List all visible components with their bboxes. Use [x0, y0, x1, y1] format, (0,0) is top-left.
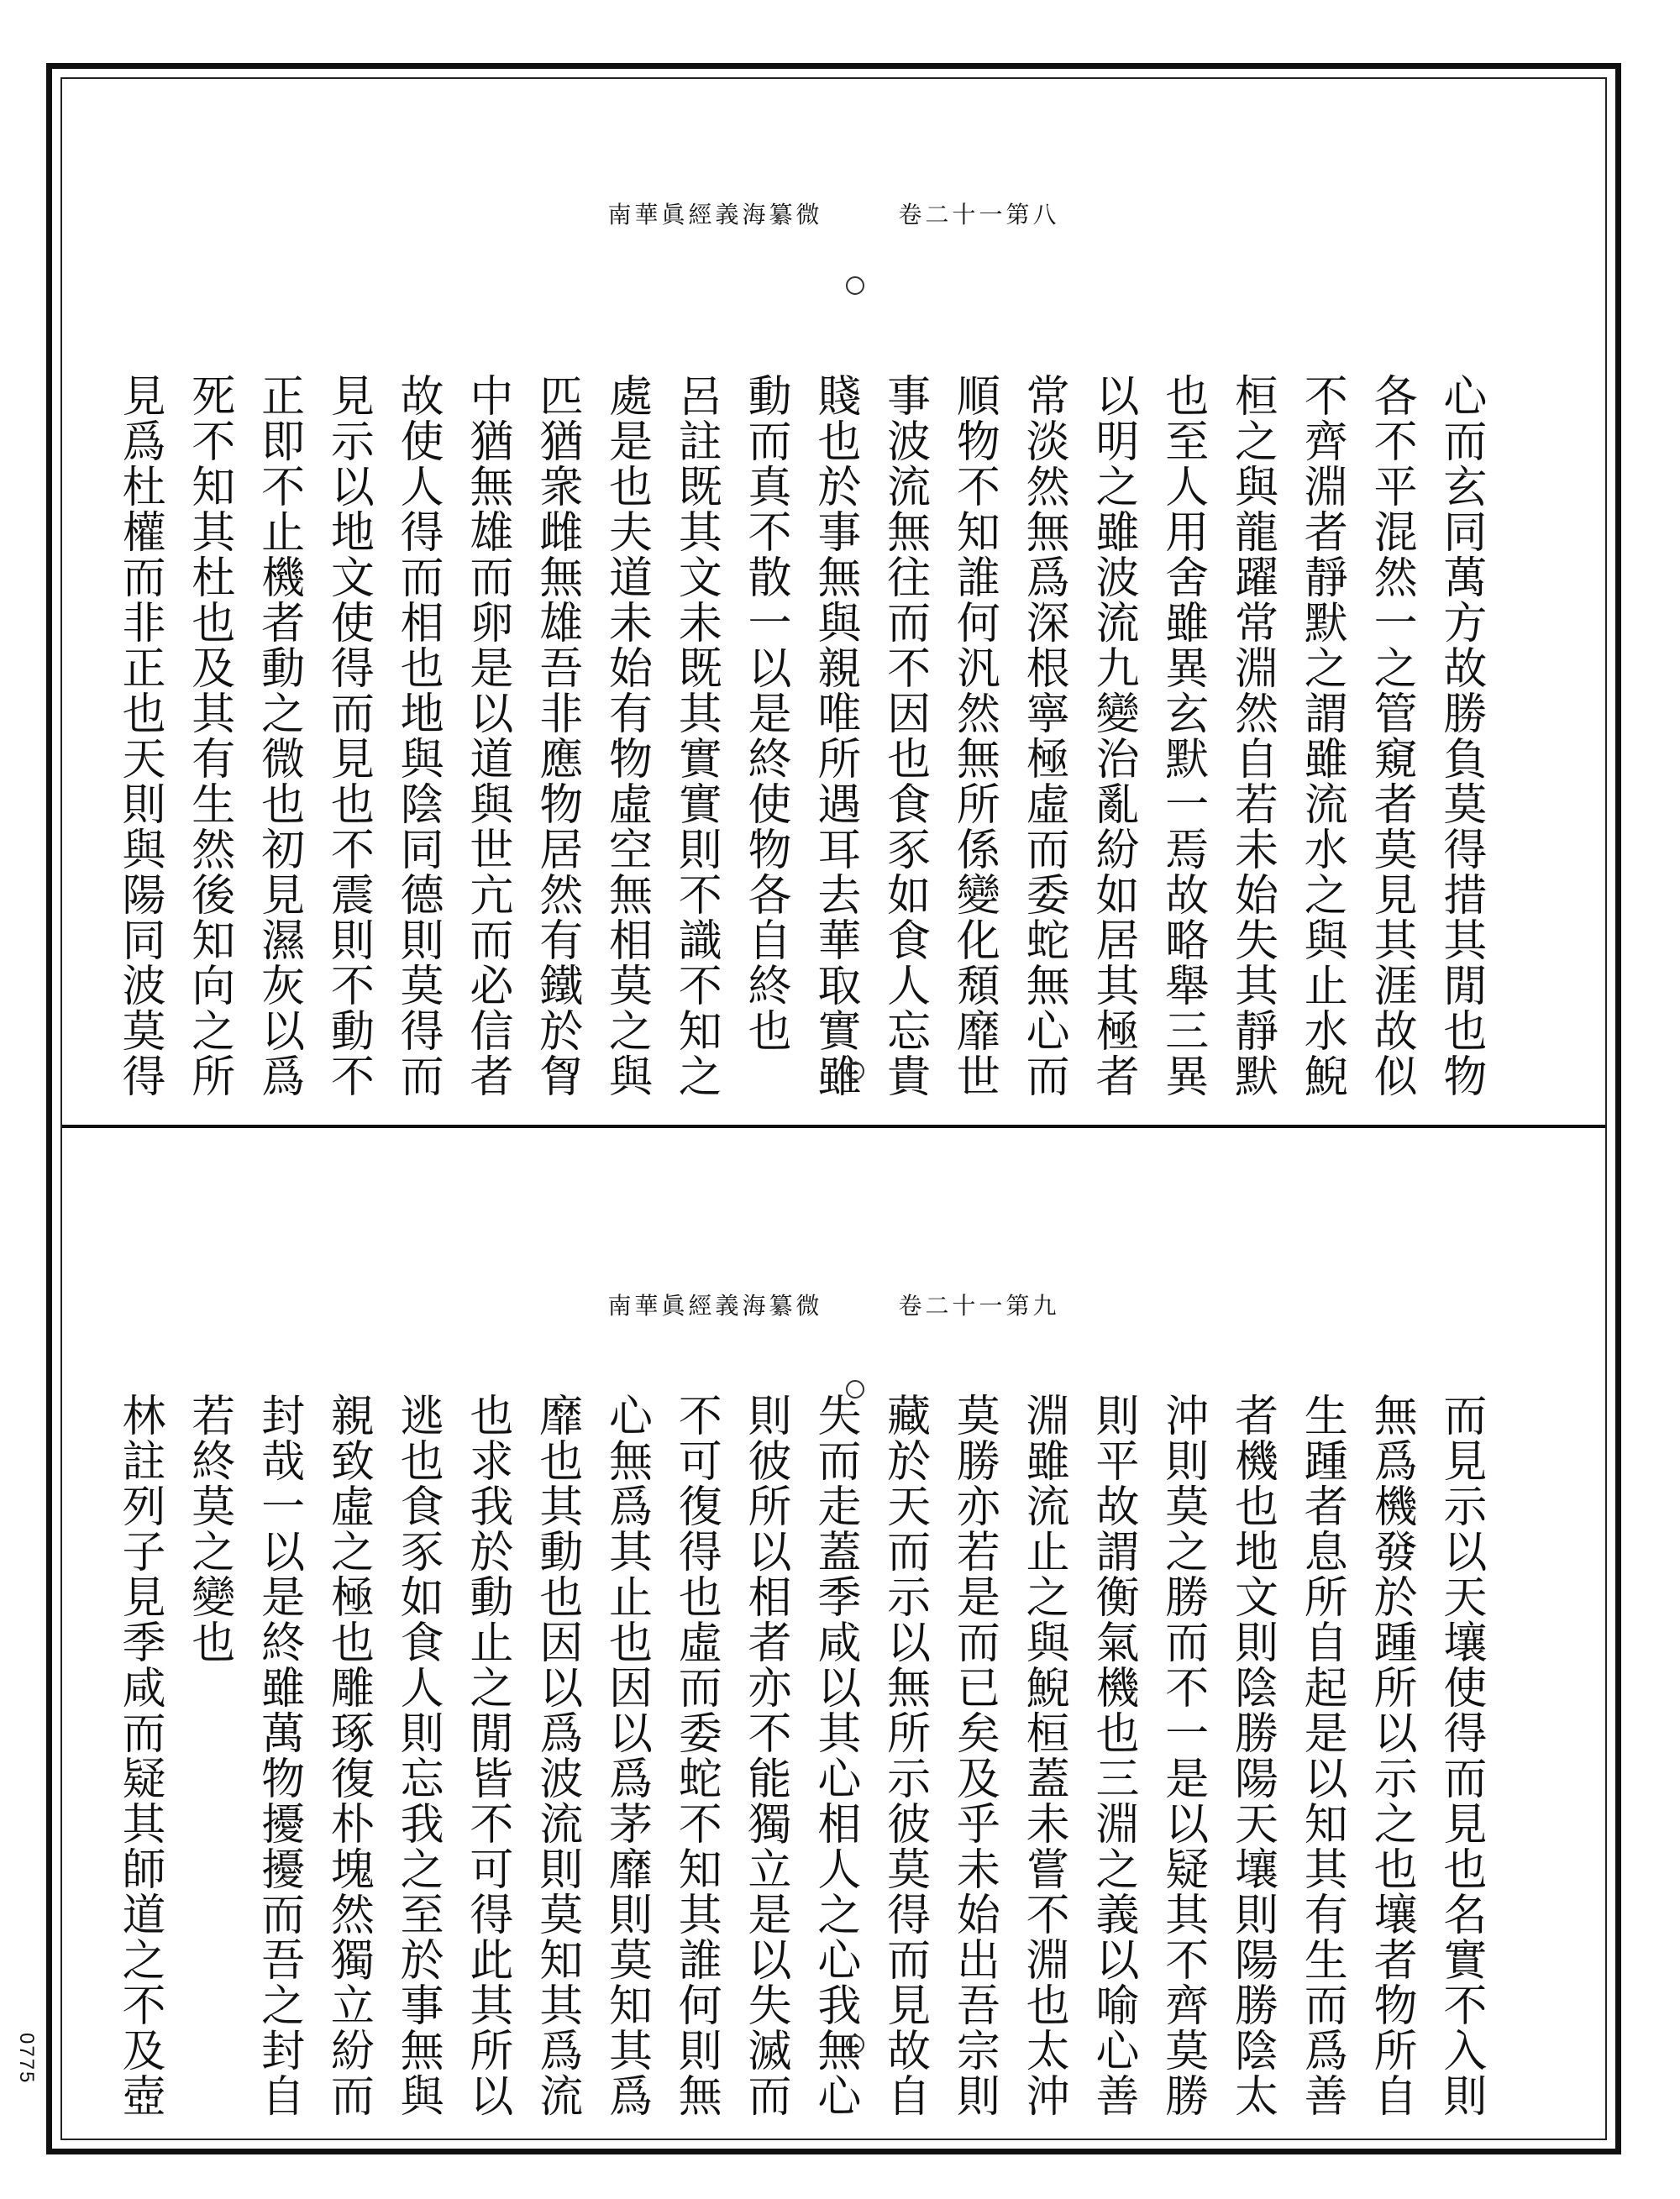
text-column: 無爲機發於踵所以示之也壤者物所自	[1366, 1393, 1417, 2118]
text-column: 正即不止機者動之微也初見濕灰以爲	[253, 373, 304, 1099]
bottom-book-title: 南華眞經義海纂微	[607, 1292, 823, 1320]
text-column: 也求我於動止之閒皆不可得此其所以	[461, 1393, 512, 2118]
circle-mark	[846, 1062, 864, 1080]
text-column: 故使人得而相也地與陰同德則莫得而	[392, 373, 444, 1099]
bottom-page-panel	[62, 1128, 1605, 2156]
text-column: 生踵者息所自起是以知其有生而爲善	[1296, 1393, 1347, 2118]
text-column: 莫勝亦若是而已矣及乎未始出吾宗則	[948, 1393, 1000, 2118]
text-column: 藏於天而示以無所示彼莫得而見故自	[879, 1393, 930, 2118]
top-volume-page: 卷二十一第八	[898, 201, 1060, 228]
bottom-volume-page: 卷二十一第九	[898, 1292, 1060, 1320]
text-column: 事波流無往而不因也食豕如食人忘貴	[879, 373, 930, 1099]
text-column: 心無爲其止也因以爲茅靡則莫知其爲	[601, 1393, 652, 2118]
text-column: 動而真不散一以是終使物各自終也	[740, 373, 791, 1053]
text-column: 以明之雖波流九變治亂紛如居其極者	[1087, 373, 1138, 1099]
top-text-columns	[113, 373, 1488, 1112]
text-column: 沖則莫之勝而不一是以疑其不齊莫勝	[1157, 1393, 1208, 2118]
text-column: 也至人用舍雖異玄默一焉故略舉三異	[1157, 373, 1208, 1099]
text-column: 淵雖流止之與鯢桓蓋未嘗不淵也太沖	[1018, 1393, 1069, 2118]
page-frame	[46, 63, 1621, 2154]
page-inner-border	[60, 77, 1607, 2140]
text-column: 處是也夫道未始有物虛空無相莫之與	[601, 373, 652, 1099]
text-column: 匹猶衆雌無雄吾非應物居然有鐵於胷	[531, 373, 582, 1099]
text-column: 則彼所以相者亦不能獨立是以失滅而	[740, 1393, 791, 2118]
text-column: 見示以地文使得而見也不震則不動不	[323, 373, 374, 1099]
text-column: 親致虛之極也雕琢復朴塊然獨立紛而	[323, 1393, 374, 2118]
text-column: 桓之與龍躍常淵然自若未始失其靜默	[1226, 373, 1278, 1099]
text-column: 靡也其動也因以爲波流則莫知其爲流	[531, 1393, 582, 2118]
circle-mark	[846, 276, 864, 295]
text-column: 則平故謂衡氣機也三淵之義以喻心善	[1087, 1393, 1138, 2118]
text-column: 呂註既其文未既其實實則不識不知之	[670, 373, 722, 1099]
text-column: 中猶無雄而卵是以道與世亢而必信者	[461, 373, 512, 1099]
page-number: 0775	[15, 2033, 38, 2085]
bottom-text-columns	[113, 1393, 1488, 2123]
text-column: 者機也地文則陰勝陽天壤則陽勝陰太	[1226, 1393, 1278, 2118]
top-page-header	[62, 197, 1605, 230]
text-column: 見爲杜權而非正也天則與陽同波莫得	[114, 373, 165, 1099]
top-book-title: 南華眞經義海纂微	[607, 201, 823, 228]
text-column: 心而玄同萬方故勝負莫得措其閒也物	[1435, 373, 1486, 1099]
text-column: 不可復得也虛而委蛇不知其誰何則無	[670, 1393, 722, 2118]
circle-mark	[846, 1380, 864, 1399]
text-column: 各不平混然一之管窺者莫見其涯故似	[1366, 373, 1417, 1099]
text-column: 若終莫之變也	[183, 1393, 234, 1665]
text-column: 而見示以天壤使得而見也名實不入則	[1435, 1393, 1486, 2118]
text-column: 林註列子見季咸而疑其師道之不及壺	[114, 1393, 165, 2118]
text-column: 不齊淵者靜默之謂雖流水之與止水鯢	[1296, 373, 1347, 1099]
text-column: 封哉一以是終雖萬物擾擾而吾之封自	[253, 1393, 304, 2118]
bottom-page-header	[62, 1288, 1605, 1321]
text-column: 逃也食豕如食人則忘我之至於事無與	[392, 1393, 444, 2118]
text-column: 常淡然無爲深根寧極虛而委蛇無心而	[1018, 373, 1069, 1099]
top-page-panel	[62, 79, 1605, 1125]
text-column: 失而走蓋季咸以其心相人之心我無心	[809, 1393, 860, 2118]
text-column: 賤也於事無與親唯所遇耳去華取實雖	[809, 373, 860, 1099]
text-column: 死不知其杜也及其有生然後知向之所	[183, 373, 234, 1099]
circle-mark	[846, 2035, 864, 2054]
text-column: 順物不知誰何汎然無所係變化頹靡世	[948, 373, 1000, 1099]
